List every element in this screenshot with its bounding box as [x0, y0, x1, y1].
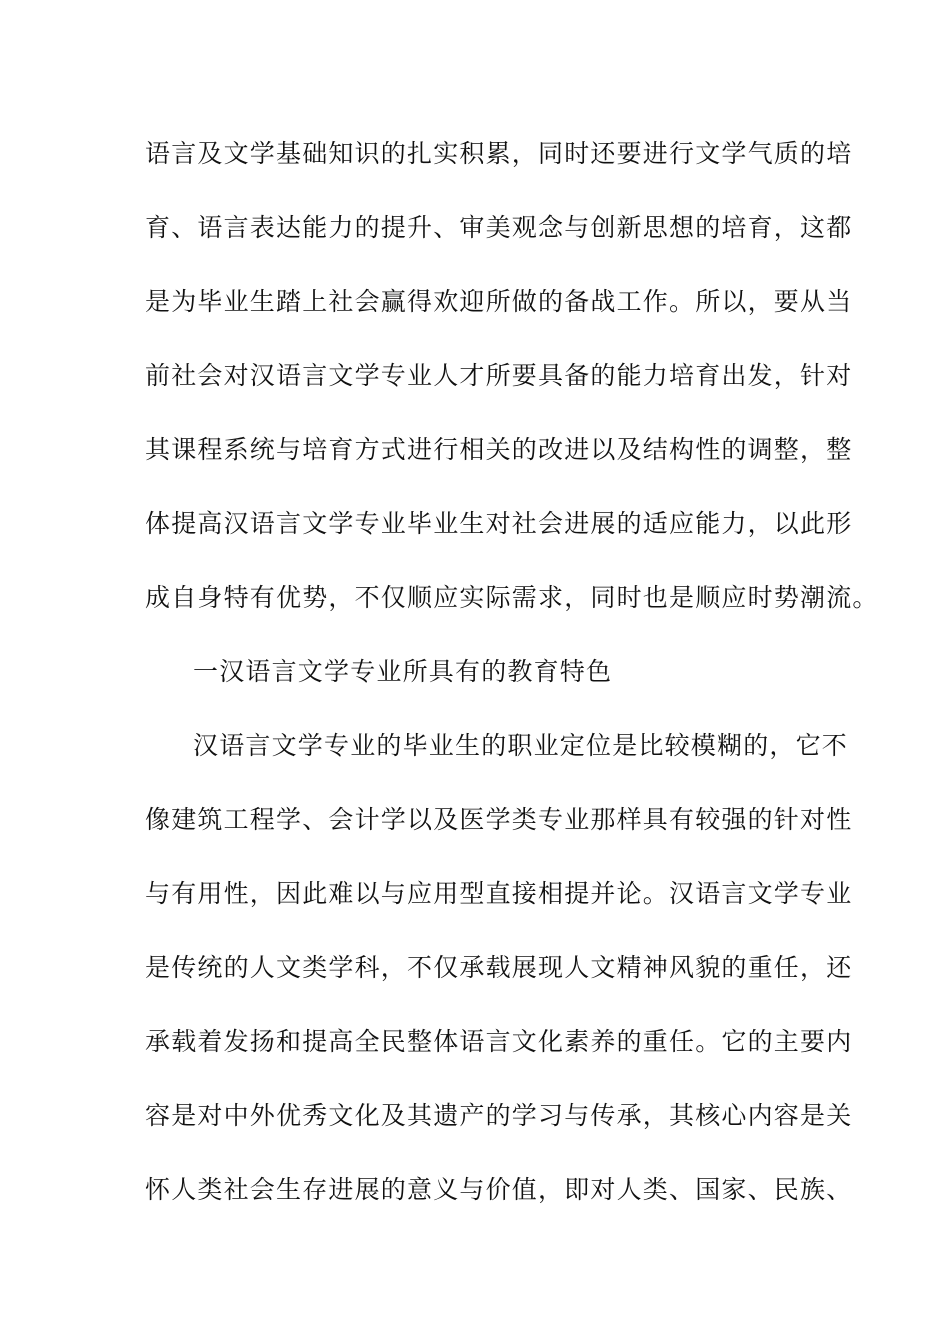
paragraph-line: 像建筑工程学、会计学以及医学类专业那样具有较强的针对性 — [145, 805, 853, 834]
paragraph-line: 承载着发扬和提高全民整体语言文化素养的重任。它的主要内 — [145, 1027, 853, 1056]
paragraph-line: 语言及文学基础知识的扎实积累，同时还要进行文学气质的培 — [145, 139, 853, 168]
paragraph-line: 其课程系统与培育方式进行相关的改进以及结构性的调整，整 — [145, 435, 853, 464]
paragraph-line: 育、语言表达能力的提升、审美观念与创新思想的培育，这都 — [145, 213, 853, 242]
paragraph-line: 是传统的人文类学科，不仅承载展现人文精神风貌的重任，还 — [145, 953, 853, 982]
paragraph-line: 与有用性，因此难以与应用型直接相提并论。汉语言文学专业 — [145, 879, 853, 908]
paragraph-line: 成自身特有优势，不仅顺应实际需求，同时也是顺应时势潮流。 — [145, 583, 879, 612]
paragraph-line: 体提高汉语言文学专业毕业生对社会进展的适应能力，以此形 — [145, 509, 853, 538]
document-body — [145, 117, 879, 1227]
paragraph-line: 汉语言文学专业的毕业生的职业定位是比较模糊的，它不 — [193, 731, 849, 760]
paragraph-line: 是为毕业生踏上社会赢得欢迎所做的备战工作。所以，要从当 — [145, 287, 853, 316]
paragraph-line: 容是对中外优秀文化及其遗产的学习与传承，其核心内容是关 — [145, 1101, 853, 1130]
paragraph-line: 前社会对汉语言文学专业人才所要具备的能力培育出发，针对 — [145, 361, 853, 390]
section-heading: 一汉语言文学专业所具有的教育特色 — [193, 657, 613, 686]
paragraph-line: 怀人类社会生存进展的意义与价值，即对人类、国家、民族、 — [145, 1175, 853, 1204]
